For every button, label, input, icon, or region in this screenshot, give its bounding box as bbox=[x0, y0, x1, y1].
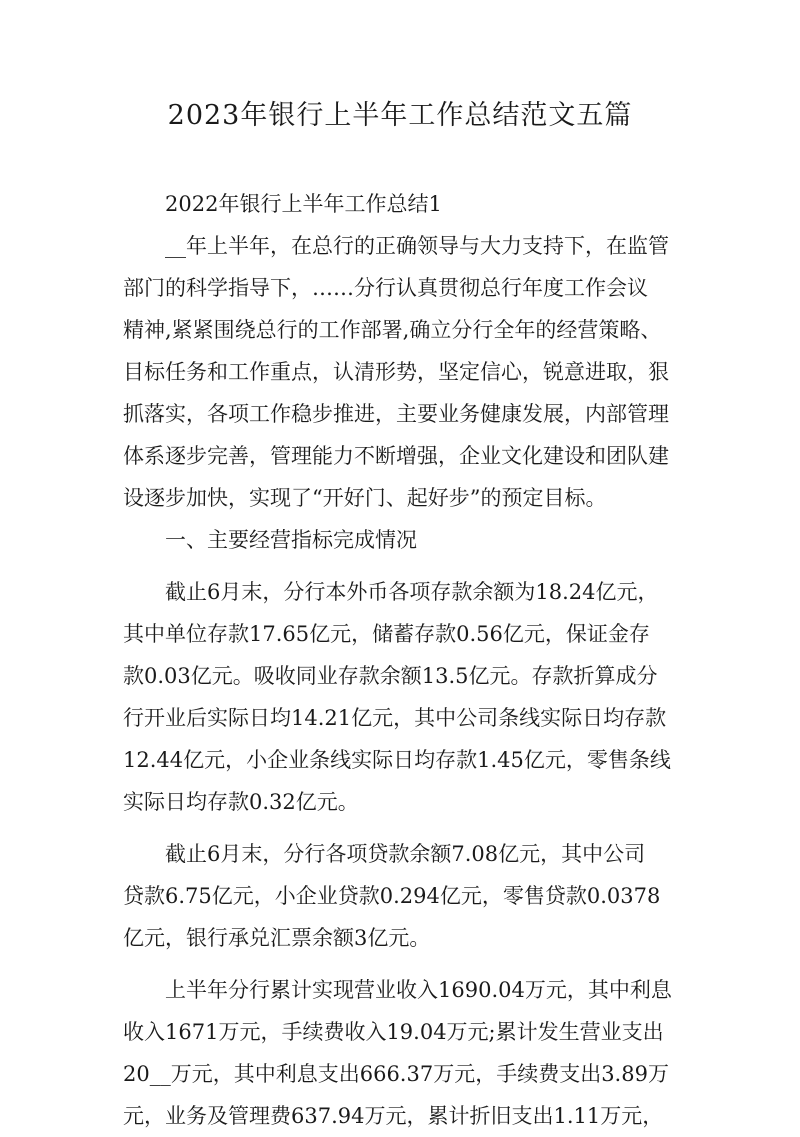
text-line: 截止6月末，分行本外币各项存款余额为18.24亿元， bbox=[123, 580, 659, 604]
text-line: 其中单位存款17.65亿元，储蓄存款0.56亿元，保证金存 bbox=[123, 622, 650, 646]
section-heading-line: 一、主要经营指标完成情况 bbox=[123, 528, 417, 552]
text-line: 收入1671万元，手续费收入19.04万元;累计发生营业支出 bbox=[123, 1020, 664, 1044]
text-line: 截止6月末，分行各项贷款余额7.08亿元，其中公司 bbox=[123, 842, 646, 866]
text-line: 20__万元，其中利息支出666.37万元，手续费支出3.89万 bbox=[123, 1062, 669, 1086]
document-body bbox=[123, 183, 689, 1137]
text-line: 12.44亿元，小企业条线实际日均存款1.45亿元，零售条线 bbox=[123, 748, 671, 772]
paragraph-gap bbox=[123, 823, 689, 833]
text-line: 部门的科学指导下，……分行认真贯彻总行年度工作会议 bbox=[123, 276, 648, 300]
text-line: 亿元，银行承兑汇票余额3亿元。 bbox=[123, 926, 431, 950]
text-line: 实际日均存款0.32亿元。 bbox=[123, 790, 359, 814]
text-line: 精神,紧紧围绕总行的工作部署,确立分行全年的经营策略、 bbox=[123, 318, 662, 342]
text-line: 抓落实，各项工作稳步推进，主要业务健康发展，内部管理 bbox=[123, 402, 669, 426]
text-line: __年上半年，在总行的正确领导与大力支持下，在监管 bbox=[123, 234, 669, 258]
text-line: 体系逐步完善，管理能力不断增强，企业文化建设和团队建 bbox=[123, 444, 669, 468]
text-line: 行开业后实际日均14.21亿元，其中公司条线实际日均存款 bbox=[123, 706, 667, 730]
paragraph-gap bbox=[123, 561, 689, 571]
text-line: 设逐步加快，实现了“开好门、起好步”的预定目标。 bbox=[123, 486, 607, 510]
text-line: 上半年分行累计实现营业收入1690.04万元，其中利息 bbox=[123, 978, 672, 1002]
text-line: 款0.03亿元。吸收同业存款余额13.5亿元。存款折算成分 bbox=[123, 664, 658, 688]
document-title: 2023年银行上半年工作总结范文五篇 bbox=[167, 100, 633, 131]
heading-line: 2022年银行上半年工作总结1 bbox=[123, 192, 442, 216]
text-line: 贷款6.75亿元，小企业贷款0.294亿元，零售贷款0.0378 bbox=[123, 884, 661, 908]
paragraph-gap bbox=[123, 959, 689, 969]
text-line: 元，业务及管理费637.94万元，累计折旧支出1.11万元， bbox=[123, 1104, 664, 1128]
text-line: 目标任务和工作重点，认清形势，坚定信心，锐意进取，狠 bbox=[123, 360, 669, 384]
